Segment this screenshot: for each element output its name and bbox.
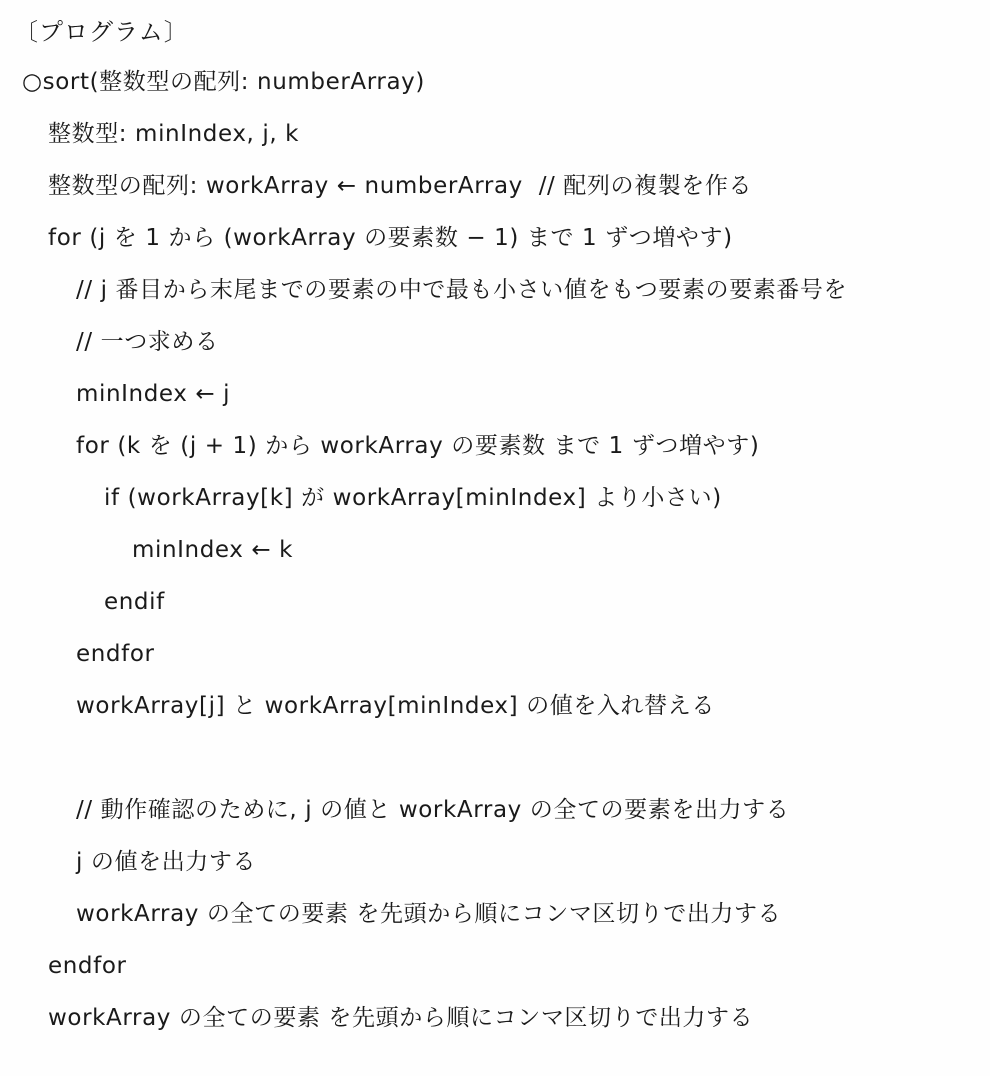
- code-line-declare-integers: 整数型: minIndex, j, k: [48, 121, 300, 147]
- code-line-declare-workarray: 整数型の配列: workArray ← numberArray // 配列の複製を作る: [48, 173, 753, 199]
- code-line-inner-endfor: endfor: [76, 641, 155, 667]
- code-line-print-j: j の値を出力する: [76, 849, 257, 875]
- code-line-if: if (workArray[k] が workArray[minIndex] より小さい): [104, 485, 722, 511]
- code-line-comment-1: // j 番目から末尾までの要素の中で最も小さい値をもつ要素の要素番号を: [76, 277, 848, 303]
- code-line-print-array-final: workArray の全ての要素 を先頭から順にコンマ区切りで出力する: [48, 1005, 754, 1031]
- code-line-outer-endfor: endfor: [48, 953, 127, 979]
- code-line-inner-for: for (k を (j + 1) から workArray の要素数 まで 1 ずつ増やす): [76, 433, 760, 459]
- code-line-comment-2: // 一つ求める: [76, 329, 219, 355]
- code-line-function-signature: ○sort(整数型の配列: numberArray): [22, 69, 425, 95]
- program-heading: 〔プログラム〕: [14, 18, 189, 46]
- code-line-update-minindex: minIndex ← k: [132, 537, 294, 563]
- code-line-print-array-inner: workArray の全ての要素 を先頭から順にコンマ区切りで出力する: [76, 901, 782, 927]
- code-line-swap: workArray[j] と workArray[minIndex] の値を入れ替える: [76, 693, 715, 719]
- code-line-outer-for: for (j を 1 から (workArray の要素数 − 1) まで 1 ずつ増やす): [48, 225, 733, 251]
- code-line-endif: endif: [104, 589, 165, 615]
- code-line-init-minindex: minIndex ← j: [76, 381, 231, 407]
- code-line-comment-3: // 動作確認のために, j の値と workArray の全ての要素を出力する: [76, 797, 790, 823]
